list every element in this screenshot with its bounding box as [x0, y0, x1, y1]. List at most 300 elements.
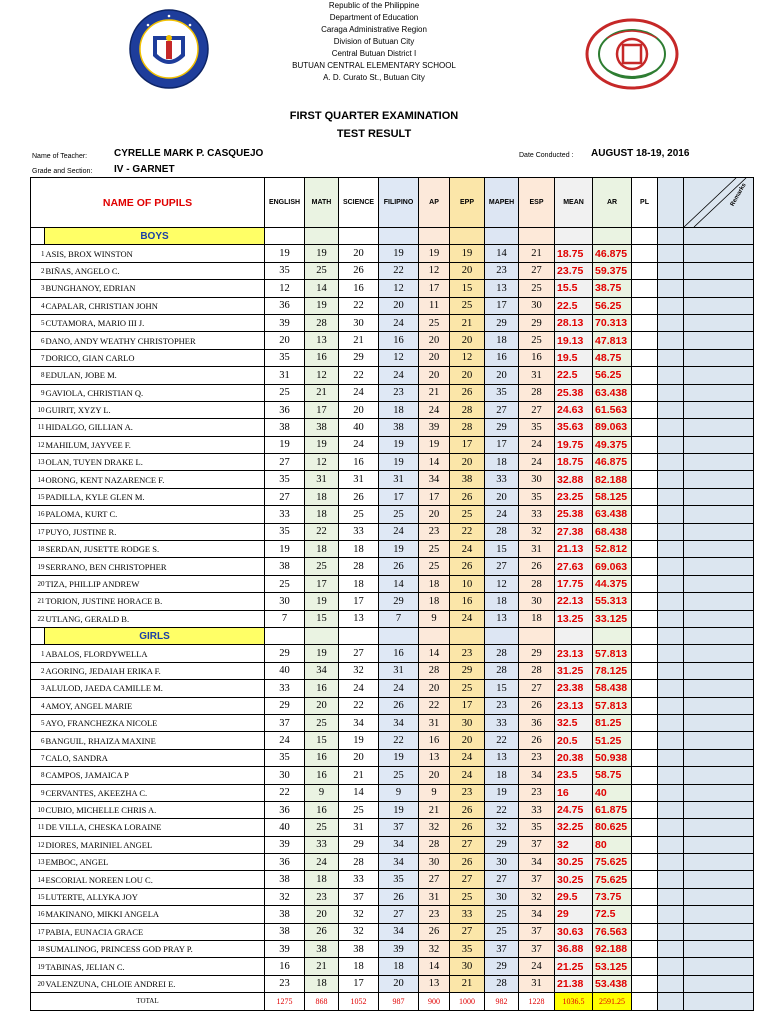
score-cell: 20: [419, 680, 450, 697]
score-cell: 31: [339, 471, 379, 488]
row-number: 10: [31, 801, 45, 818]
pupil-name: GAVIOLA, CHRISTIAN Q.: [45, 384, 265, 401]
table-row: [31, 262, 754, 279]
blank-cell: [658, 906, 684, 923]
remarks-cell: [684, 593, 754, 610]
blank-cell: [658, 819, 684, 836]
remarks-cell: [684, 645, 754, 662]
remarks-cell: [684, 767, 754, 784]
pl-cell: [632, 541, 658, 558]
blank-cell: [658, 871, 684, 888]
score-cell: 13: [339, 610, 379, 627]
score-cell: 30: [265, 593, 305, 610]
remarks-cell: [684, 297, 754, 314]
score-cell: 16: [379, 332, 419, 349]
mapeh-header: MAPEH: [485, 178, 519, 228]
ar-cell: 44.375: [593, 575, 632, 592]
remarks-cell: [684, 384, 754, 401]
table-row: [31, 384, 754, 401]
score-cell: 24: [519, 454, 555, 471]
pl-cell: [632, 332, 658, 349]
score-cell: 39: [265, 836, 305, 853]
mean-cell: 21.25: [555, 958, 593, 975]
score-cell: 27: [265, 488, 305, 505]
remarks-header: [684, 178, 754, 228]
school-seal-icon: [585, 18, 679, 90]
score-cell: 24: [265, 732, 305, 749]
remarks-cell: [684, 558, 754, 575]
score-cell: 7: [265, 610, 305, 627]
score-cell: 18: [485, 767, 519, 784]
score-cell: 21: [419, 801, 450, 818]
blank-cell: [658, 401, 684, 418]
remarks-cell: [684, 819, 754, 836]
score-cell: 31: [519, 975, 555, 992]
table-row: [31, 297, 754, 314]
blank-cell: [658, 419, 684, 436]
score-cell: 37: [265, 714, 305, 731]
pupil-name: PADILLA, KYLE GLEN M.: [45, 488, 265, 505]
blank-cell: [658, 245, 684, 262]
mean-cell: 23.38: [555, 680, 593, 697]
score-cell: 19: [379, 436, 419, 453]
blank-cell: [658, 332, 684, 349]
header-line: Republic of the Philippine: [328, 1, 420, 10]
score-cell: 13: [485, 280, 519, 297]
score-cell: 25: [379, 506, 419, 523]
score-cell: 20: [339, 401, 379, 418]
score-cell: 12: [450, 349, 485, 366]
ar-cell: 63.438: [593, 384, 632, 401]
score-cell: 30: [485, 888, 519, 905]
table-row: [31, 419, 754, 436]
score-cell: 26: [519, 697, 555, 714]
table-row: [31, 488, 754, 505]
score-cell: 19: [379, 749, 419, 766]
mean-cell: 25.38: [555, 384, 593, 401]
pupil-name: LUTERTE, ALLYKA JOY: [45, 888, 265, 905]
ar-cell: 57.813: [593, 697, 632, 714]
score-cell: 22: [450, 523, 485, 540]
row-number: 2: [31, 662, 45, 679]
pupil-name: BUNGHANOY, EDRIAN: [45, 280, 265, 297]
total-ar: 2591.25: [593, 993, 632, 1010]
score-cell: 32: [265, 888, 305, 905]
score-cell: 12: [485, 575, 519, 592]
score-cell: 28: [485, 523, 519, 540]
blank-cell: [658, 697, 684, 714]
score-cell: 9: [379, 784, 419, 801]
blank-cell: [658, 662, 684, 679]
blank-cell: [658, 645, 684, 662]
score-cell: 19: [419, 245, 450, 262]
pl-cell: [632, 506, 658, 523]
score-cell: 20: [450, 332, 485, 349]
score-cell: 27: [339, 645, 379, 662]
table-row: [31, 401, 754, 418]
mean-cell: 15.5: [555, 280, 593, 297]
score-cell: 18: [519, 610, 555, 627]
score-cell: 33: [519, 506, 555, 523]
score-cell: 19: [485, 784, 519, 801]
table-row: [31, 349, 754, 366]
pl-cell: [632, 558, 658, 575]
score-cell: 35: [519, 419, 555, 436]
score-cell: 22: [339, 297, 379, 314]
score-cell: 17: [305, 401, 339, 418]
score-cell: 11: [419, 297, 450, 314]
remarks-cell: [684, 749, 754, 766]
table-row: [31, 680, 754, 697]
score-cell: 29: [339, 836, 379, 853]
mean-cell: 30.25: [555, 871, 593, 888]
score-cell: 25: [450, 680, 485, 697]
score-cell: 34: [519, 854, 555, 871]
score-cell: 21: [450, 975, 485, 992]
score-cell: 26: [450, 819, 485, 836]
score-cell: 18: [305, 871, 339, 888]
remarks-cell: [684, 454, 754, 471]
blank-cell: [658, 541, 684, 558]
table-row: [31, 697, 754, 714]
ar-header: AR: [593, 178, 632, 228]
score-cell: 20: [305, 906, 339, 923]
score-cell: 9: [305, 784, 339, 801]
table-row: [31, 854, 754, 871]
row-number: 11: [31, 419, 45, 436]
score-cell: 19: [450, 245, 485, 262]
score-cell: 30: [265, 767, 305, 784]
score-cell: 23: [519, 784, 555, 801]
score-cell: 25: [450, 888, 485, 905]
score-cell: 36: [519, 714, 555, 731]
pupil-name: TABINAS, JELIAN C.: [45, 958, 265, 975]
blank-cell: [658, 941, 684, 958]
score-cell: 20: [339, 749, 379, 766]
score-cell: 9: [419, 784, 450, 801]
pl-cell: [632, 349, 658, 366]
remarks-cell: [684, 575, 754, 592]
pl-cell: [632, 662, 658, 679]
score-cell: 19: [305, 436, 339, 453]
remarks-cell: [684, 610, 754, 627]
pl-cell: [632, 645, 658, 662]
score-cell: 37: [519, 836, 555, 853]
score-cell: 23: [485, 697, 519, 714]
remarks-cell: [684, 801, 754, 818]
score-cell: 20: [305, 697, 339, 714]
score-cell: 38: [450, 471, 485, 488]
score-cell: 25: [519, 332, 555, 349]
ar-cell: 52.812: [593, 541, 632, 558]
score-cell: 16: [305, 801, 339, 818]
score-cell: 14: [419, 958, 450, 975]
remarks-cell: [684, 836, 754, 853]
blank-cell: [658, 767, 684, 784]
score-cell: 17: [485, 436, 519, 453]
row-number: 19: [31, 558, 45, 575]
ar-cell: 68.438: [593, 523, 632, 540]
score-cell: 18: [379, 401, 419, 418]
remarks-cell: [684, 941, 754, 958]
score-cell: 15: [485, 541, 519, 558]
score-cell: 27: [265, 454, 305, 471]
score-cell: 24: [339, 436, 379, 453]
score-cell: 21: [305, 958, 339, 975]
score-cell: 37: [379, 819, 419, 836]
score-cell: 30: [519, 297, 555, 314]
row-number: 20: [31, 575, 45, 592]
ar-cell: 82.188: [593, 471, 632, 488]
table-row: [31, 819, 754, 836]
row-number: 3: [31, 680, 45, 697]
score-cell: 39: [265, 314, 305, 331]
ar-cell: 78.125: [593, 662, 632, 679]
ar-cell: 50.938: [593, 749, 632, 766]
score-cell: 12: [379, 349, 419, 366]
score-cell: 20: [450, 262, 485, 279]
score-cell: 16: [339, 280, 379, 297]
pupil-name: CAMPOS, JAMAICA P: [45, 767, 265, 784]
score-cell: 12: [379, 280, 419, 297]
blank-cell: [658, 367, 684, 384]
remarks-cell: [684, 714, 754, 731]
score-cell: 27: [485, 401, 519, 418]
blank-cell: [658, 558, 684, 575]
score-cell: 24: [379, 314, 419, 331]
score-cell: 12: [265, 280, 305, 297]
score-cell: 24: [485, 506, 519, 523]
mean-cell: 23.13: [555, 697, 593, 714]
ar-cell: 57.813: [593, 645, 632, 662]
score-cell: 20: [419, 349, 450, 366]
blank-cell: [658, 975, 684, 992]
score-cell: 18: [305, 975, 339, 992]
score-cell: 35: [485, 384, 519, 401]
mean-cell: 30.25: [555, 854, 593, 871]
pl-cell: [632, 923, 658, 940]
header-line: Caraga Administrative Region: [321, 25, 427, 34]
score-cell: 26: [450, 488, 485, 505]
table-row: [31, 436, 754, 453]
ar-cell: 38.75: [593, 280, 632, 297]
ar-cell: 56.25: [593, 297, 632, 314]
ar-cell: 81.25: [593, 714, 632, 731]
score-cell: 31: [379, 471, 419, 488]
mean-cell: 19.75: [555, 436, 593, 453]
row-number: 3: [31, 280, 45, 297]
score-cell: 17: [339, 593, 379, 610]
score-cell: 28: [519, 575, 555, 592]
score-cell: 35: [265, 523, 305, 540]
score-cell: 26: [519, 558, 555, 575]
ar-cell: 33.125: [593, 610, 632, 627]
mean-cell: 22.5: [555, 297, 593, 314]
score-cell: 34: [519, 767, 555, 784]
table-row: [31, 645, 754, 662]
score-cell: 23: [485, 262, 519, 279]
row-number: 11: [31, 819, 45, 836]
pl-cell: [632, 906, 658, 923]
mean-cell: 27.38: [555, 523, 593, 540]
row-number: 7: [31, 349, 45, 366]
score-cell: 39: [379, 941, 419, 958]
total-mean: 1036.5: [555, 993, 593, 1010]
table-row: [31, 784, 754, 801]
score-cell: 16: [485, 349, 519, 366]
row-number: 8: [31, 367, 45, 384]
score-cell: 34: [379, 923, 419, 940]
score-cell: 19: [379, 245, 419, 262]
score-cell: 24: [519, 436, 555, 453]
score-cell: 26: [379, 888, 419, 905]
esp-header: ESP: [519, 178, 555, 228]
score-cell: 29: [379, 593, 419, 610]
score-cell: 17: [450, 697, 485, 714]
section-row: [31, 627, 754, 644]
score-cell: 21: [519, 245, 555, 262]
document-subtitle: TEST RESULT: [336, 128, 412, 140]
score-cell: 21: [339, 332, 379, 349]
score-cell: 7: [379, 610, 419, 627]
score-cell: 14: [305, 280, 339, 297]
pl-cell: [632, 732, 658, 749]
table-row: [31, 575, 754, 592]
remarks-cell: [684, 314, 754, 331]
score-cell: 22: [305, 523, 339, 540]
score-cell: 17: [379, 488, 419, 505]
results-table: [30, 177, 754, 1011]
header-line: A. D. Curato St., Butuan City: [323, 73, 425, 82]
pupil-name: CERVANTES, AKEEZHA C.: [45, 784, 265, 801]
table-row: [31, 280, 754, 297]
score-cell: 23: [419, 523, 450, 540]
remarks-cell: [684, 732, 754, 749]
table-row: [31, 871, 754, 888]
ar-cell: 40: [593, 784, 632, 801]
score-cell: 20: [450, 454, 485, 471]
score-cell: 18: [485, 593, 519, 610]
score-cell: 13: [485, 610, 519, 627]
mean-cell: 36.88: [555, 941, 593, 958]
remarks-cell: [684, 332, 754, 349]
score-cell: 19: [379, 541, 419, 558]
score-cell: 14: [419, 454, 450, 471]
ar-cell: 75.625: [593, 854, 632, 871]
pupil-name: UTLANG, GERALD B.: [45, 610, 265, 627]
row-number: 9: [31, 384, 45, 401]
mean-cell: 22.5: [555, 367, 593, 384]
table-row: [31, 888, 754, 905]
total-cell: 1052: [339, 993, 379, 1010]
english-header: ENGLISH: [265, 178, 305, 228]
score-cell: 31: [419, 888, 450, 905]
score-cell: 35: [379, 871, 419, 888]
score-cell: 38: [265, 558, 305, 575]
section-label: BOYS: [45, 228, 265, 245]
header-line: Department of Education: [329, 13, 419, 22]
score-cell: 21: [339, 767, 379, 784]
remarks-label: Remarks: [729, 182, 748, 208]
blank-cell: [658, 454, 684, 471]
score-cell: 28: [419, 836, 450, 853]
score-cell: 27: [519, 401, 555, 418]
score-cell: 15: [305, 732, 339, 749]
pupil-name: ALULOD, JAEDA CAMILLE M.: [45, 680, 265, 697]
pupil-name: ASIS, BROX WINSTON: [45, 245, 265, 262]
row-number: 5: [31, 714, 45, 731]
pl-cell: [632, 941, 658, 958]
score-cell: 19: [419, 436, 450, 453]
pl-cell: [632, 454, 658, 471]
ar-cell: 58.75: [593, 767, 632, 784]
pl-cell: [632, 888, 658, 905]
score-cell: 16: [339, 454, 379, 471]
score-cell: 13: [419, 749, 450, 766]
remarks-cell: [684, 349, 754, 366]
row-number: 13: [31, 854, 45, 871]
row-number: 6: [31, 332, 45, 349]
score-cell: 32: [339, 923, 379, 940]
row-number: 9: [31, 784, 45, 801]
mean-cell: 32.88: [555, 471, 593, 488]
score-cell: 29: [265, 645, 305, 662]
blank-cell: [658, 593, 684, 610]
score-cell: 20: [265, 332, 305, 349]
score-cell: 16: [305, 680, 339, 697]
total-cell: 1228: [519, 993, 555, 1010]
mean-cell: 20.38: [555, 749, 593, 766]
score-cell: 24: [379, 680, 419, 697]
pupil-name: SERDAN, JUSETTE RODGE S.: [45, 541, 265, 558]
score-cell: 25: [339, 506, 379, 523]
pupil-name: TIZA, PHILLIP ANDREW: [45, 575, 265, 592]
score-cell: 35: [265, 749, 305, 766]
score-cell: 13: [305, 332, 339, 349]
row-number: 13: [31, 454, 45, 471]
score-cell: 17: [450, 436, 485, 453]
pl-cell: [632, 314, 658, 331]
remarks-cell: [684, 523, 754, 540]
row-number: 4: [31, 297, 45, 314]
score-cell: 24: [379, 367, 419, 384]
score-cell: 25: [419, 541, 450, 558]
score-cell: 26: [339, 262, 379, 279]
score-cell: 28: [339, 854, 379, 871]
filipino-header: FILIPINO: [379, 178, 419, 228]
score-cell: 22: [419, 697, 450, 714]
score-cell: 19: [265, 436, 305, 453]
score-cell: 25: [265, 575, 305, 592]
pupil-name: CUTAMORA, MARIO III J.: [45, 314, 265, 331]
pl-cell: [632, 488, 658, 505]
pl-cell: [632, 280, 658, 297]
score-cell: 32: [339, 662, 379, 679]
pupil-name: ORONG, KENT NAZARENCE F.: [45, 471, 265, 488]
blank-cell: [658, 888, 684, 905]
remarks-cell: [684, 471, 754, 488]
ar-cell: 61.875: [593, 801, 632, 818]
total-cell: 868: [305, 993, 339, 1010]
score-cell: 13: [485, 749, 519, 766]
row-number: 21: [31, 593, 45, 610]
remarks-cell: [684, 419, 754, 436]
table-row: [31, 767, 754, 784]
score-cell: 21: [419, 384, 450, 401]
score-cell: 35: [265, 262, 305, 279]
score-cell: 21: [305, 384, 339, 401]
table-row: [31, 245, 754, 262]
